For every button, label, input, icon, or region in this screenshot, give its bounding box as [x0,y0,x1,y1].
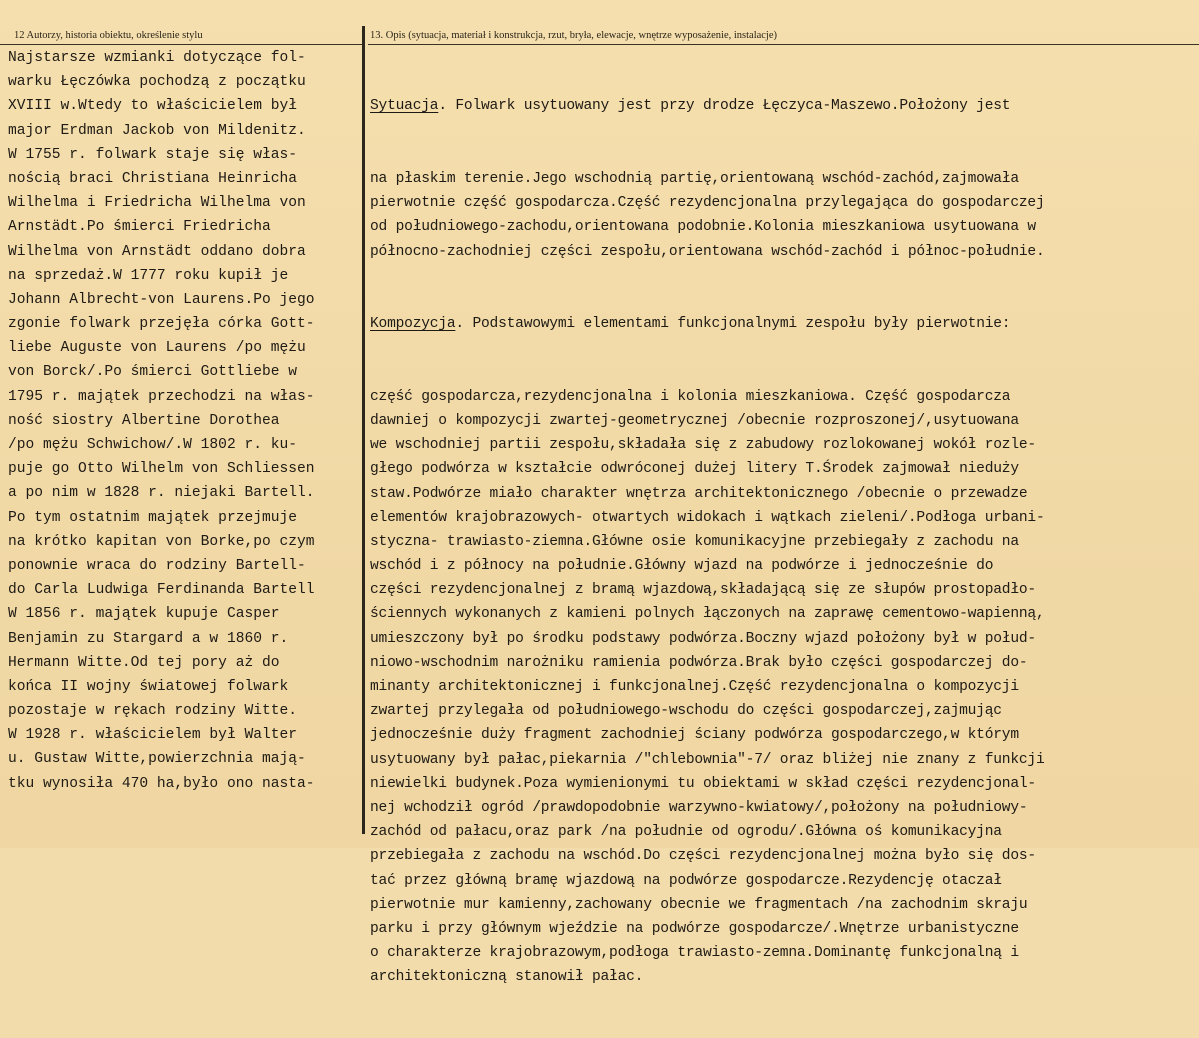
text-line: do Carla Ludwiga Ferdinanda Bartell [8,582,315,599]
text-line: nością braci Christiana Heinricha [8,170,298,187]
text-line: pierwotnie część gospodarcza.Część rezydencjonalna przylegająca do gospodarczej [370,195,1045,212]
text-line: niewielki budynek.Poza wymienionymi tu obiektami w skład części rezydencjonal- [370,775,1036,792]
text-line: W 1755 r. folwark staje się włas- [8,146,298,163]
kompozycja-body [370,385,1192,990]
text-line: zwartej przylegała od południowego-wschodu do części gospodarczej,zajmując [370,703,1002,720]
text-line: pierwotnie mur kamienny,zachowany obecnie we fragmentach /na zachodnim skraju [370,896,1028,913]
text-line: we wschodniej partii zespołu,składała się z zabudowy rozlokowanej wokół rozle- [370,437,1036,454]
history-text [8,46,358,796]
text-line: tać przez główną bramę wjazdową na podwórze gospodarcze.Rezydencję otaczał [370,872,1002,889]
text-line: zgonie folwark przejęła córka Gott- [8,316,315,333]
text-line: przebiegała z zachodu na wschód.Do części rezydencjonalnej można było się dos- [370,848,1036,865]
sytuacja-heading: Sytuacja [370,98,439,115]
text-line: część gospodarcza,rezydencjonalna i kolonia mieszkaniowa. Część gospodarcza [370,388,1011,405]
text-line: pozostaje w rękach rodziny Witte. [8,703,298,720]
text-line: ponownie wraca do rodziny Bartell- [8,557,306,574]
text-line: Arnstädt.Po śmierci Friedricha [8,219,271,236]
text-line: 1795 r. majątek przechodzi na włas- [8,388,315,405]
text-line: Wilhelma von Arnstädt oddano dobra [8,243,306,260]
description-text [370,46,1192,1038]
text-line: nej wchodził ogród /prawdopodobnie warzywno-kwiatowy/,położony na południowy- [370,799,1028,816]
sytuacja-body [370,167,1192,264]
text-line: na krótko kapitan von Borke,po czym [8,533,315,550]
text-line: elementów krajobrazowych- otwartych widokach i wątkach zieleni/.Podłoga urbani- [370,509,1045,526]
text-line: staw.Podwórze miało charakter wnętrza architektonicznego /obecnie o przewadze [370,485,1028,502]
text-line: jednocześnie duży fragment zachodniej ściany podwórza gospodarczego,w którym [370,727,1019,744]
header-rule-left [0,44,362,45]
text-line: ściennych wykonanych z kamieni polnych łączonych na zaprawę cementowo-wapienną, [370,606,1045,623]
text-line: Najstarsze wzmianki dotyczące fol- [8,50,306,66]
text-line: na płaskim terenie.Jego wschodnią partię,orientowaną wschód-zachód,zajmowała [370,171,1019,187]
text-line: dawniej o kompozycji zwartej-geometrycznej /obecnie rozproszonej/,usytuowana [370,412,1019,429]
text-line: umieszczony był po środku podstawy podwórza.Boczny wjazd położony był w połud- [370,630,1036,647]
text-line: W 1856 r. majątek kupuje Casper [8,606,280,623]
kompozycja-heading: Kompozycja [370,316,456,333]
text-line: wschód i z północy na południe.Główny wjazd na podwórze i jednocześnie do [370,558,994,575]
text-line: głego podwórza w kształcie odwróconej dużej litery T.Środek zajmował nieduży [370,461,1019,478]
text-line: minanty architektonicznej i funkcjonalnej.Część rezydencjonalna o kompozycji [370,679,1019,695]
text-line: na sprzedaż.W 1777 roku kupił je [8,267,289,284]
text-line: zachód od pałacu,oraz park /na południe od ogrodu/.Główna oś komunikacyjna [370,824,1002,841]
text-line: warku Łęczówka pochodzą z początku [8,74,306,91]
left-column-header: 12 Autorzy, historia obiektu, określenie stylu [14,30,203,41]
text-line: Po tym ostatnim majątek przejmuje [8,509,298,526]
text-line: niowo-wschodnim narożniku ramienia podwórza.Brak było części gospodarczej do- [370,654,1028,671]
text-line: parku i przy głównym wjeździe na podwórze gospodarcze/.Wnętrze urbanistyczne [370,920,1019,937]
text-line: architektoniczną stanowił pałac. [370,969,644,986]
right-column-header: 13. Opis (sytuacja, materiał i konstrukcja, rzut, bryła, elewacje, wnętrze wyposażenie, instalacje) [370,30,778,41]
text-line: Benjamin zu Stargard a w 1860 r. [8,630,289,647]
text-line: styczna- trawiasto-ziemna.Główne osie komunikacyjne przebiegały z zachodu na [370,533,1019,550]
text-line: liebe Auguste von Laurens /po mężu [8,340,306,357]
sytuacja-line [370,94,1192,118]
text-line: von Borck/.Po śmierci Gottliebe w [8,364,298,381]
sytuacja-first-line: . Folwark usytuowany jest przy drodze Łęczyca-Maszewo.Położony jest [438,98,1011,115]
kompozycja-first-line: . Podstawowymi elementami funkcjonalnymi zespołu były pierwotnie: [455,316,1011,333]
kompozycja-line [370,312,1192,336]
column-divider [362,26,365,834]
text-line: części rezydencjonalnej z bramą wjazdową,składającą się ze słupów prostopadło- [370,582,1036,599]
text-line: W 1928 r. właścicielem był Walter [8,727,298,744]
text-line: Johann Albrecht-von Laurens.Po jego [8,291,315,308]
text-line: major Erdman Jackob von Mildenitz. [8,122,306,139]
text-line: usytuowany był pałac,piekarnia /"chlebownia"-7/ oraz bliżej nie znany z funkcji [370,751,1045,768]
text-line: o charakterze krajobrazowym,podłoga trawiasto-zemna.Dominantę funkcjonalną i [370,945,1019,962]
header-rule-right [368,44,1199,45]
text-line: puje go Otto Wilhelm von Schliessen [8,461,315,478]
text-line: ność siostry Albertine Dorothea [8,412,280,429]
text-line: /po mężu Schwichow/.W 1802 r. ku- [8,437,298,453]
text-line: Hermann Witte.Od tej pory aż do [8,654,280,671]
text-line: tku wynosiła 470 ha,było ono nasta- [8,775,315,792]
text-line: XVIII w.Wtedy to właścicielem był [8,98,298,115]
text-line: u. Gustaw Witte,powierzchnia mają- [8,751,306,768]
text-line: północno-zachodniej części zespołu,orientowana wschód-zachód i północ-południe. [370,243,1045,260]
text-line: końca II wojny światowej folwark [8,678,289,695]
text-line: a po nim w 1828 r. niejaki Bartell. [8,485,315,502]
text-line: od południowego-zachodu,orientowana podobnie.Kolonia mieszkaniowa usytuowana w [370,219,1036,236]
text-line: Wilhelma i Friedricha Wilhelma von [8,195,306,212]
